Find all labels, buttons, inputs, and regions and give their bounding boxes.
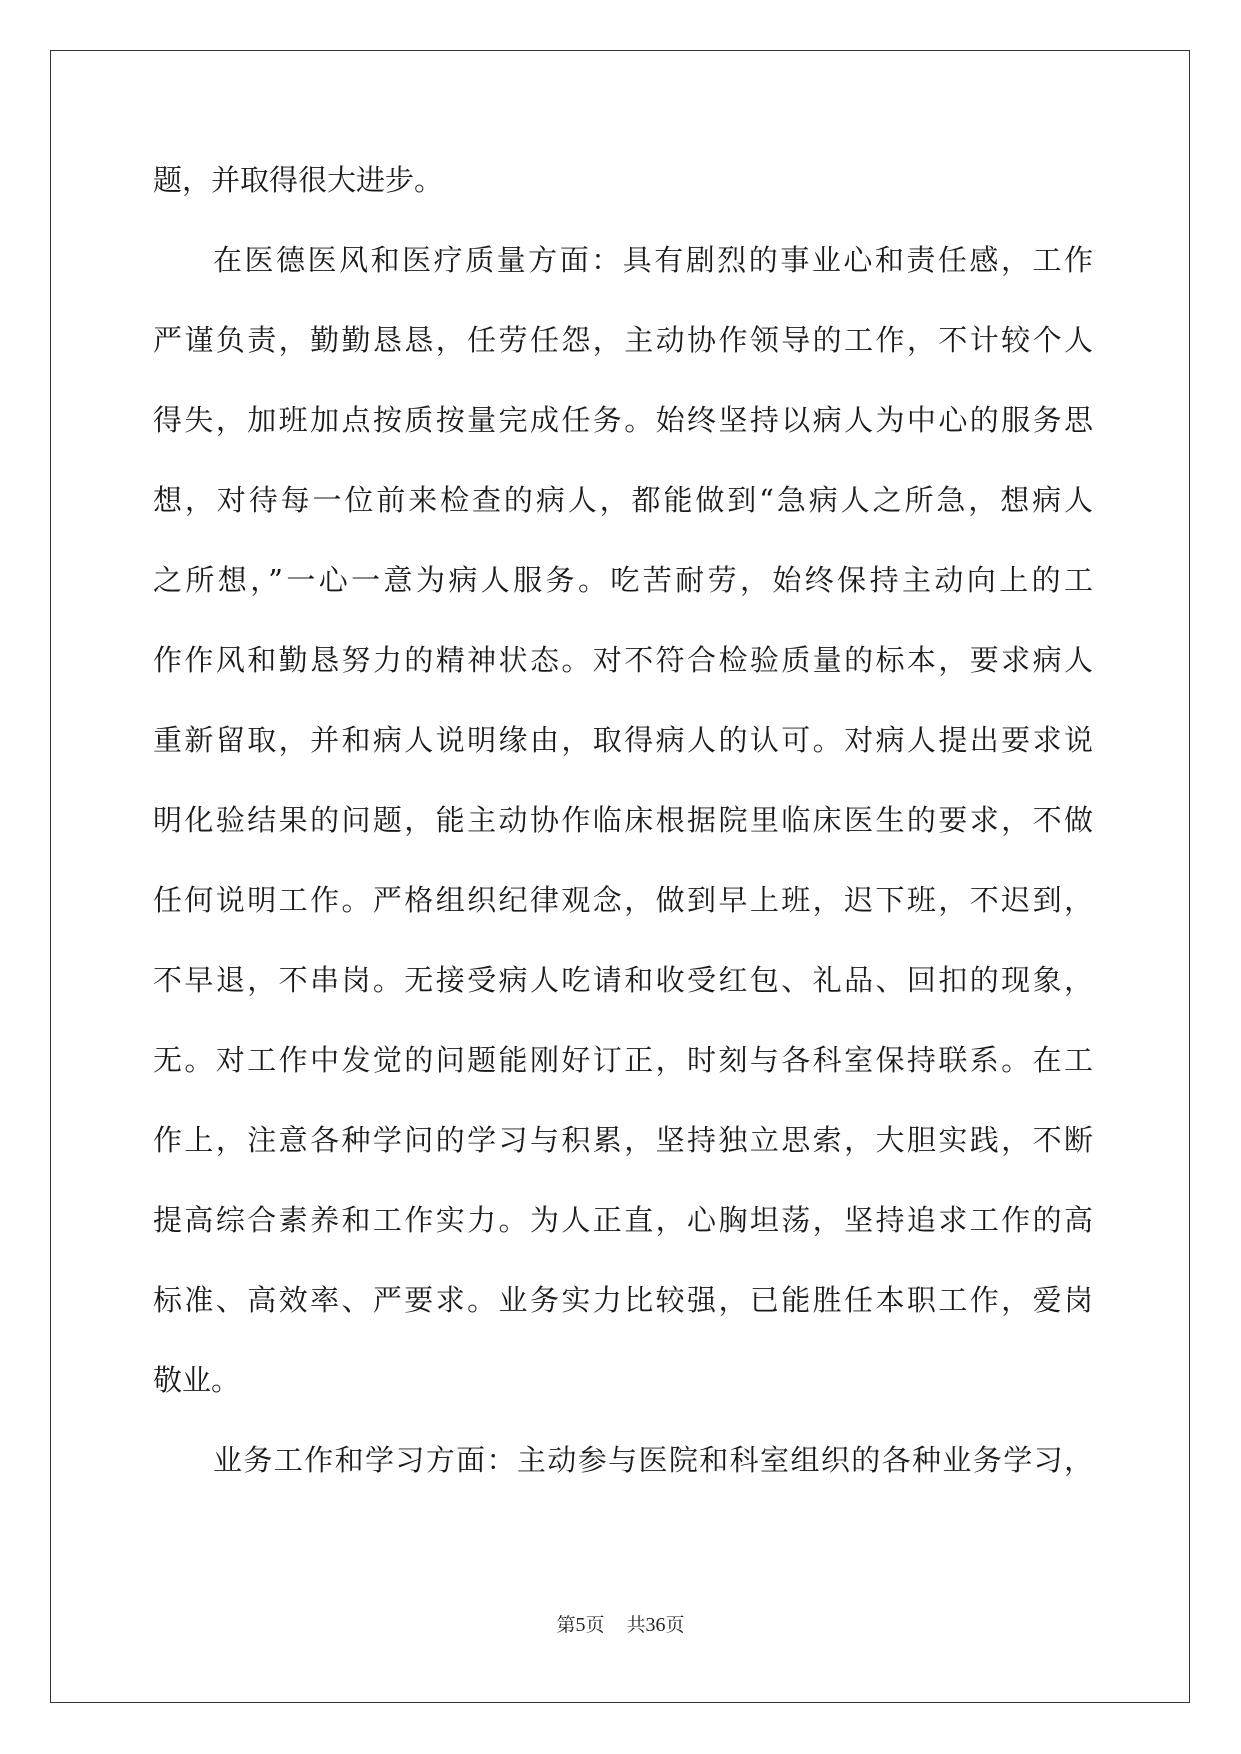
footer-total-suffix: 页 [665,1614,685,1636]
footer-page-number: 5 [575,1614,586,1636]
text-line: 题，并取得很大进步。 [153,163,444,197]
text-line: 作上，注意各种学问的学习与积累，坚持独立思索，大胆实践，不断 [153,1123,1093,1157]
text-line: 不早退，不串岗。无接受病人吃请和收受红包、礼品、回扣的现象， [153,963,1093,997]
footer-page-prefix: 第 [556,1614,576,1636]
page-footer [0,1610,1241,1637]
text-line: 之所想，”一心一意为病人服务。吃苦耐劳，始终保持主动向上的工 [153,563,1093,597]
text-line: 得失，加班加点按质按量完成任务。始终坚持以病人为中心的服务思 [153,403,1093,437]
text-line: 业务工作和学习方面：主动参与医院和科室组织的各种业务学习， [213,1443,1093,1477]
footer-page-suffix: 页 [585,1614,605,1636]
text-line: 想，对待每一位前来检查的病人，都能做到“急病人之所急，想病人 [153,483,1093,517]
text-line: 标准、高效率、严要求。业务实力比较强，已能胜任本职工作，爱岗 [153,1283,1093,1317]
footer-total-prefix: 共 [626,1614,646,1636]
text-line: 重新留取，并和病人说明缘由，取得病人的认可。对病人提出要求说 [153,723,1093,757]
text-line: 严谨负责，勤勤恳恳，任劳任怨，主动协作领导的工作，不计较个人 [153,323,1093,357]
text-line: 敬业。 [153,1363,241,1397]
document-body [153,162,1093,1522]
text-line: 明化验结果的问题，能主动协作临床根据院里临床医生的要求，不做 [153,803,1093,837]
text-line: 在医德医风和医疗质量方面：具有剧烈的事业心和责任感，工作 [213,243,1093,277]
footer-total-pages: 36 [645,1614,666,1636]
text-line: 提高综合素养和工作实力。为人正直，心胸坦荡，坚持追求工作的高 [153,1203,1093,1237]
text-line: 无。对工作中发觉的问题能刚好订正，时刻与各科室保持联系。在工 [153,1043,1093,1077]
text-line: 作作风和勤恳努力的精神状态。对不符合检验质量的标本，要求病人 [153,643,1093,677]
text-line: 任何说明工作。严格组织纪律观念，做到早上班，迟下班，不迟到， [153,883,1093,917]
